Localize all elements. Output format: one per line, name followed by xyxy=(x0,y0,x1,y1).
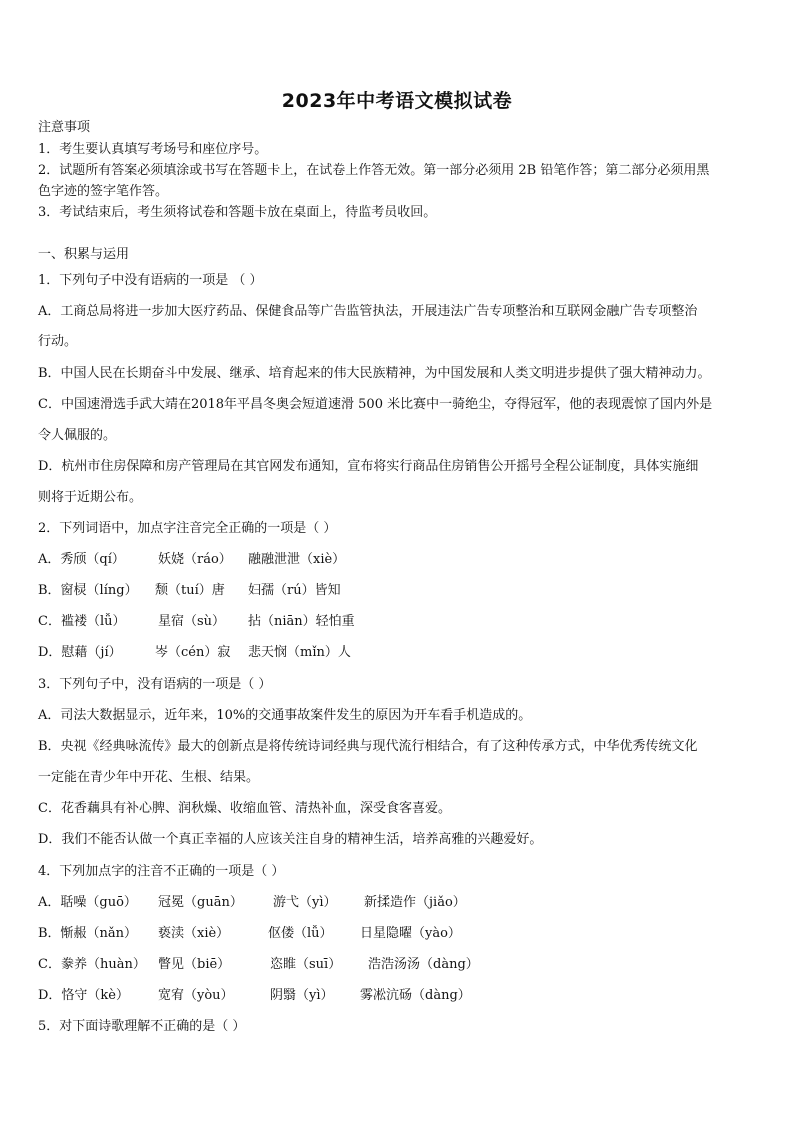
question-3-stem: 3．下列句子中，没有语病的一项是（ ） xyxy=(38,677,272,692)
notice-heading: 注意事项 xyxy=(38,120,91,135)
question-1-line: A．工商总局将进一步加大医疗药品、保健食品等广告监管执法，开展违法广告专项整治和互联网金融广告专项整治 xyxy=(38,304,698,319)
question-4-option: B．惭赧（nǎn） xyxy=(38,926,138,941)
question-4-option: 瞥见（biē） xyxy=(158,957,231,972)
question-1-line: C．中国速滑选手武大靖在2018年平昌冬奥会短道速滑 500 米比赛中一骑绝尘，夺得冠军，他的表现震惊了国内外是 xyxy=(38,397,713,412)
question-2-option: 颓（tuí）唐 xyxy=(155,583,225,598)
question-4-option: 日星隐曜（yào） xyxy=(360,926,461,941)
question-4-option: 浩浩汤汤（dàng） xyxy=(368,957,479,972)
question-2-option: D．慰藉（jí） xyxy=(38,645,122,660)
question-4-option: 新揉造作（jiǎo） xyxy=(364,895,466,910)
question-2-option: 妖娆（ráo） xyxy=(158,552,232,567)
question-1-line: 令人佩服的。 xyxy=(38,428,117,443)
question-1-line: 则将于近期公布。 xyxy=(38,490,143,505)
question-4-option: A．聒噪（guō） xyxy=(38,895,137,910)
question-2-option: 岑（cén）寂 xyxy=(155,645,231,660)
notice-item: 3．考试结束后，考生须将试卷和答题卡放在桌面上，待监考员收回。 xyxy=(38,205,437,220)
section-heading: 一、积累与运用 xyxy=(38,247,130,262)
question-4-stem: 4．下列加点字的注音不正确的一项是（ ） xyxy=(38,864,285,879)
exam-title: 2023年中考语文模拟试卷 xyxy=(281,90,513,112)
question-2-stem: 2．下列词语中，加点字注音完全正确的一项是（ ） xyxy=(38,521,337,536)
question-4-option: 恣睢（suī） xyxy=(270,957,342,972)
question-4-option: 伛偻（lǚ） xyxy=(268,926,333,941)
question-4-option: D．恪守（kè） xyxy=(38,988,129,1003)
question-3-line: A．司法大数据显示，近年来，10%的交通事故案件发生的原因为开车看手机造成的。 xyxy=(38,708,532,723)
question-4-option: 宽宥（yòu） xyxy=(158,988,234,1003)
question-1-stem: 1．下列句子中没有语病的一项是 （ ） xyxy=(38,273,263,288)
question-2-option: 拈（niān）轻怕重 xyxy=(248,614,355,629)
notice-item: 色字迹的签字笔作答。 xyxy=(38,184,169,199)
question-2-option: 悲天悯（mǐn）人 xyxy=(248,645,351,660)
question-4-option: C．豢养（huàn） xyxy=(38,957,146,972)
question-2-option: A．秀颀（qí） xyxy=(38,552,125,567)
question-4-option: 阴翳（yì） xyxy=(270,988,334,1003)
question-2-option: 星宿（sù） xyxy=(158,614,226,629)
question-1-line: D．杭州市住房保障和房产管理局在其官网发布通知，宣布将实行商品住房销售公开摇号全程公证制度，具体实施细 xyxy=(38,459,699,474)
question-2-option: 妇孺（rú）皆知 xyxy=(248,583,341,598)
notice-item: 1．考生要认真填写考场号和座位序号。 xyxy=(38,142,268,157)
question-1-line: B．中国人民在长期奋斗中发展、继承、培育起来的伟大民族精神，为中国发展和人类文明进步提供了强大精神动力。 xyxy=(38,366,711,381)
question-4-option: 亵渎（xiè） xyxy=(158,926,230,941)
question-5-stem: 5．对下面诗歌理解不正确的是（ ） xyxy=(38,1019,246,1034)
question-3-line: C．花香藕具有补心脾、润秋燥、收缩血管、清热补血，深受食客喜爱。 xyxy=(38,801,451,816)
question-3-line: 一定能在青少年中开花、生根、结果。 xyxy=(38,770,260,785)
question-4-option: 雾凇沆砀（dàng） xyxy=(360,988,471,1003)
question-2-option: C．褴褛（lǚ） xyxy=(38,614,126,629)
question-3-line: B．央视《经典咏流传》最大的创新点是将传统诗词经典与现代流行相结合，有了这种传承方式，中华优秀传统文化 xyxy=(38,739,698,754)
question-4-option: 游弋（yì） xyxy=(273,895,337,910)
question-2-option: B．窗棂（líng） xyxy=(38,583,138,598)
notice-item: 2．试题所有答案必须填涂或书写在答题卡上，在试卷上作答无效。第一部分必须用 2B 铅笔作答；第二部分必须用黑 xyxy=(38,163,710,178)
question-4-option: 冠冕（guān） xyxy=(158,895,243,910)
question-2-option: 融融泄泄（xiè） xyxy=(248,552,346,567)
question-3-line: D．我们不能否认做一个真正幸福的人应该关注自身的精神生活，培养高雅的兴趣爱好。 xyxy=(38,832,543,847)
question-1-line: 行动。 xyxy=(38,334,78,349)
